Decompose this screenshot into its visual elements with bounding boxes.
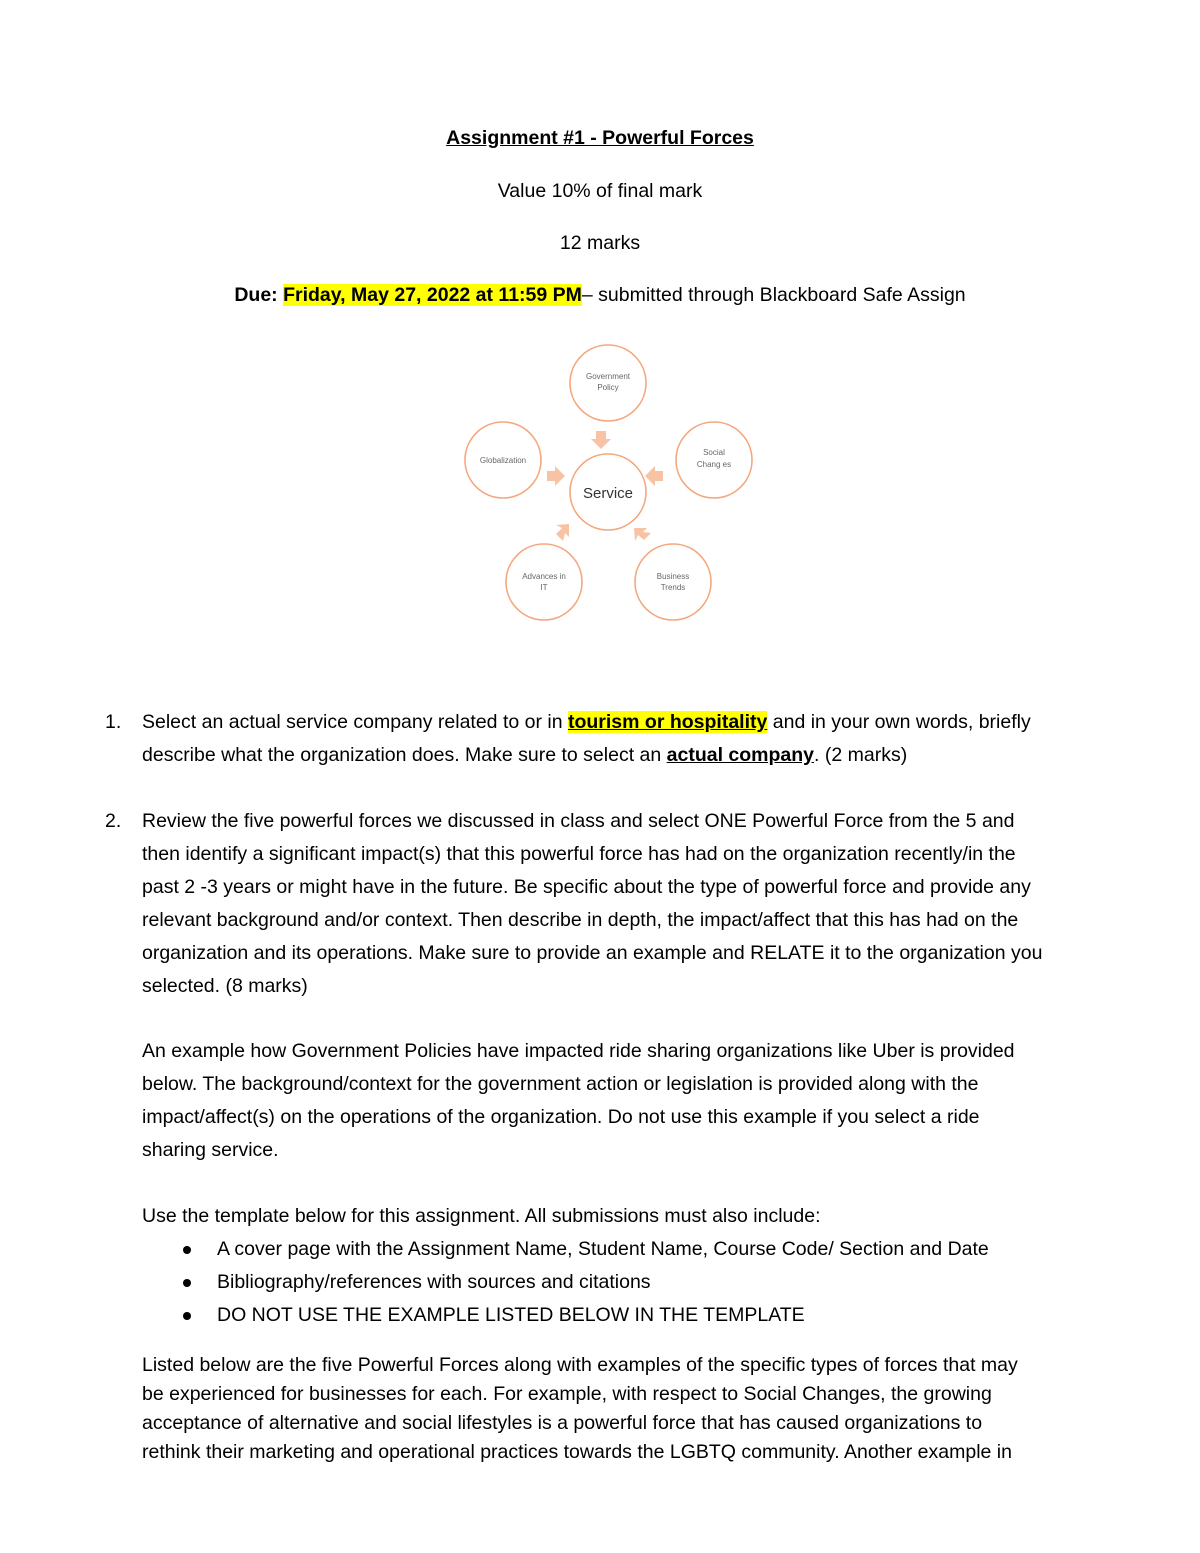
actual-company-emphasis: actual company [666,744,815,766]
item-1-line-2 [142,739,1142,772]
example-line: below. The background/context for the government action or legislation is provided along with the [142,1073,979,1095]
due-date-highlight: Friday, May 27, 2022 at 11:59 PM [283,284,582,306]
bullet-icon [183,1246,191,1254]
social-changes-label-2: Chang es [696,460,732,469]
due-suffix: – submitted through Blackboard Safe Assign [581,284,966,306]
arrow-from-government-policy [591,431,611,449]
example-line: An example how Government Policies have impacted ride sharing organizations like Uber is provided [142,1040,1015,1062]
item-1-number: 1. [105,711,122,733]
arrow-from-globalization [547,466,565,486]
example-paragraph [142,1035,1142,1167]
due-label: Due: [234,284,278,306]
item-1-text [142,706,1142,772]
item-2-text [142,805,1142,1003]
template-intro: Use the template below for this assignment. All submissions must also include: [142,1205,821,1227]
item-2-line: Review the five powerful forces we discussed in class and select ONE Powerful Force from the 5 and [142,810,1015,832]
list-item [175,1233,1125,1266]
business-trends-label-1: Business [656,572,690,581]
service-label: Service [582,485,634,502]
listed-line: rethink their marketing and operational practices towards the LGBTQ community. Another example in [142,1441,1012,1463]
listed-line: be experienced for businesses for each. For example, with respect to Social Changes, the growing [142,1383,992,1405]
arrow-from-business-trends [634,528,651,541]
tourism-hospitality-highlight: tourism or hospitality [567,711,768,733]
list-item-text: DO NOT USE THE EXAMPLE LISTED BELOW IN THE TEMPLATE [217,1304,805,1326]
item-1-line-1-post: and in your own words, briefly [767,711,1031,733]
globalization-label: Globalization [479,456,527,465]
advances-in-it-label-1: Advances in [522,572,566,581]
item-2-line: then identify a significant impact(s) that this powerful force has had on the organization recently/in the [142,843,1016,865]
due-line [0,284,1200,307]
requirements-list [175,1233,1125,1332]
item-1-line-2-pre: describe what the organization does. Make sure to select an [142,744,667,766]
example-line: impact/affect(s) on the operations of the organization. Do not use this example if you select a ride [142,1106,980,1128]
bullet-icon [183,1279,191,1287]
advances-in-it-label-2: IT [540,583,548,592]
social-changes-label-1: Social [703,448,725,457]
item-2-line: selected. (8 marks) [142,975,308,997]
arrow-from-advances-in-it [556,524,569,541]
item-1-line-1 [142,706,1142,739]
business-trends-label-2: Trends [660,583,686,592]
powerful-forces-diagram [455,335,760,625]
item-1-line-1-pre: Select an actual service company related to or in [142,711,568,733]
advances-in-it-circle [506,544,582,620]
list-item-text: A cover page with the Assignment Name, Student Name, Course Code/ Section and Date [217,1238,989,1260]
list-item [175,1266,1125,1299]
item-2-line: organization and its operations. Make sure to provide an example and RELATE it to the organization you [142,942,1043,964]
item-2-number: 2. [105,810,122,832]
item-2-line: past 2 -3 years or might have in the future. Be specific about the type of powerful force and provide any [142,876,1031,898]
government-policy-label-1: Government [585,372,631,381]
government-policy-label-2: Policy [597,383,619,392]
value-line: Value 10% of final mark [497,180,703,202]
item-1-line-2-post: . (2 marks) [814,744,908,766]
listed-paragraph [142,1351,1142,1467]
arrow-from-social-changes [645,466,663,486]
bullet-icon [183,1312,191,1320]
list-item [175,1299,1125,1332]
listed-line: Listed below are the five Powerful Forces along with examples of the specific types of forces that may [142,1354,1018,1376]
item-2-line: relevant background and/or context. Then describe in depth, the impact/affect that this has had on the [142,909,1019,931]
example-line: sharing service. [142,1139,279,1161]
marks-line: 12 marks [559,232,641,254]
listed-line: acceptance of alternative and social lifestyles is a powerful force that has caused organizations to [142,1412,983,1434]
page-title: Assignment #1 - Powerful Forces [446,127,754,149]
list-item-text: Bibliography/references with sources and citations [217,1271,651,1293]
business-trends-circle [635,544,711,620]
